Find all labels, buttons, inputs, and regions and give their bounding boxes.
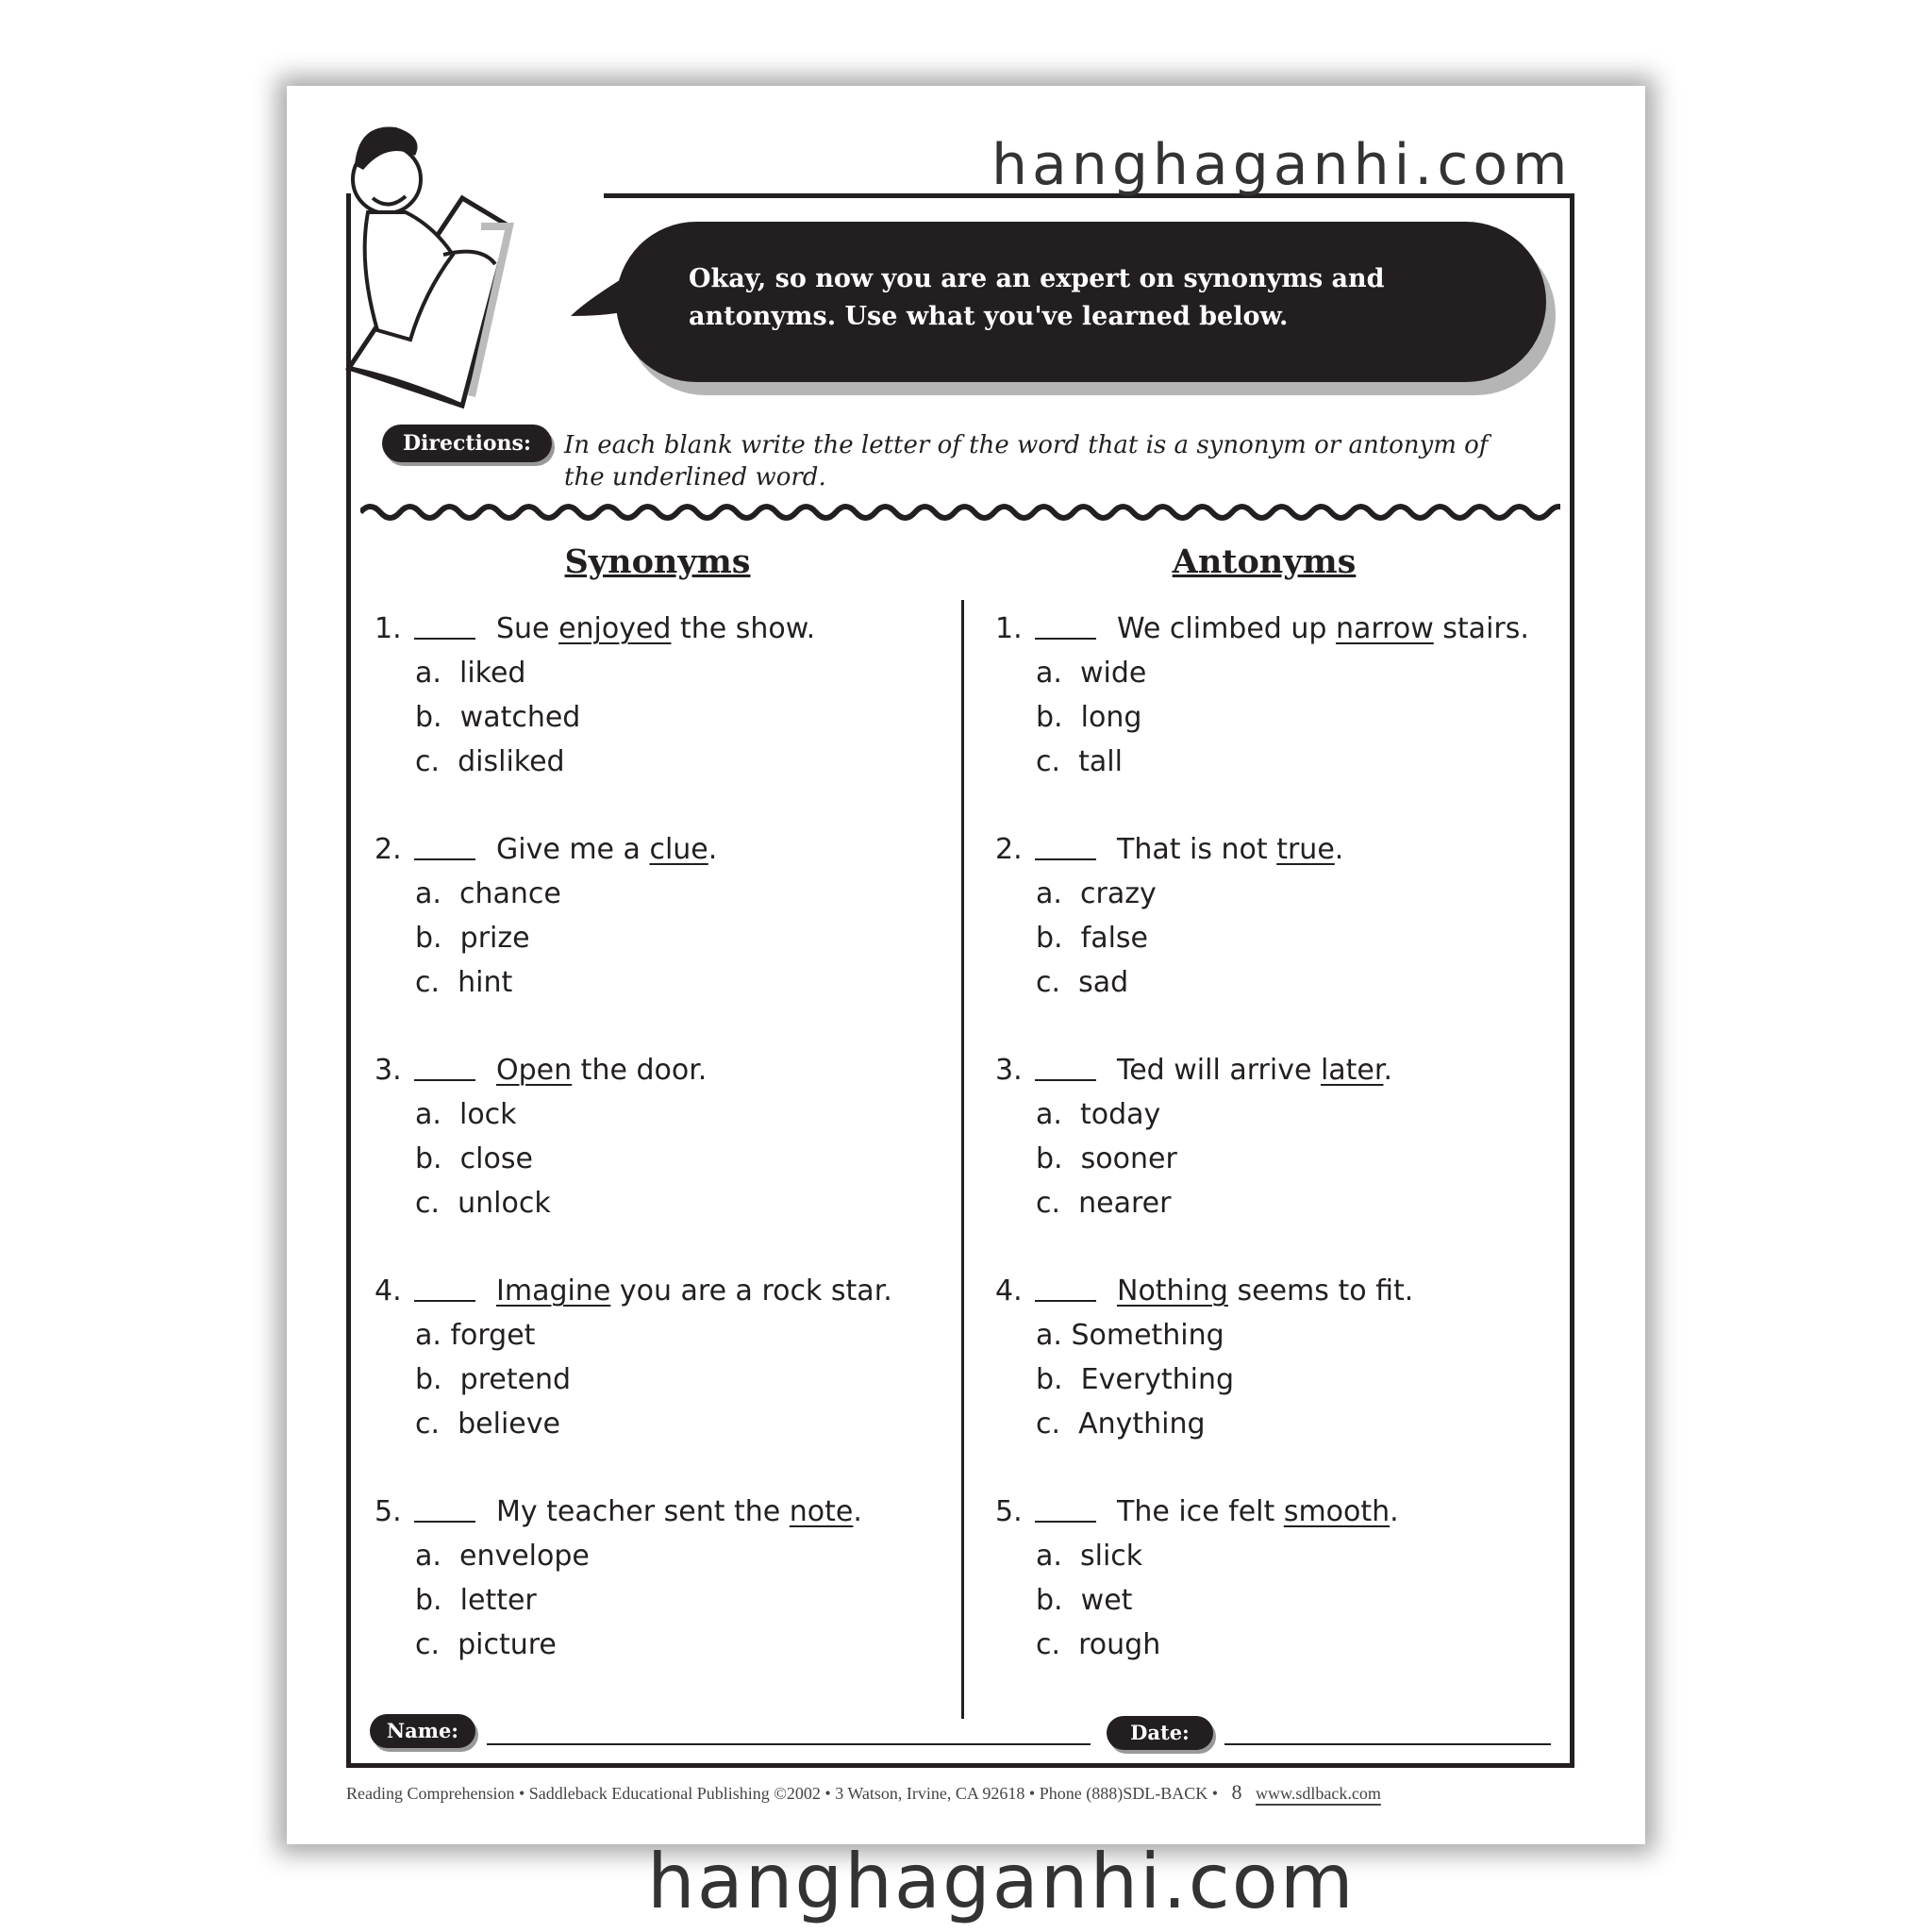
question-sentence [496, 1048, 707, 1092]
footer-text: Reading Comprehension • Saddleback Educational Publishing ©2002 • 3 Watson, Irvine, CA 92618 • Phone (888)SDL-BACK • [346, 1784, 1219, 1803]
answer-blank[interactable] [1035, 1521, 1096, 1523]
answer-blank[interactable] [1035, 1079, 1096, 1081]
date-label: Date: [1107, 1716, 1213, 1750]
underlined-word: Imagine [496, 1274, 611, 1307]
sentence-post: the door. [572, 1054, 708, 1087]
answer-option: b. sooner [1036, 1142, 1177, 1175]
underlined-word: true [1276, 833, 1335, 866]
answer-option: c. picture [415, 1628, 557, 1661]
answer-option: a. liked [415, 657, 526, 690]
answer-option: c. tall [1036, 745, 1123, 778]
underlined-word: Nothing [1117, 1274, 1228, 1307]
answer-blank[interactable] [1035, 638, 1096, 640]
underlined-word: narrow [1335, 612, 1434, 645]
question-number: 2. [995, 833, 1023, 866]
question-sentence [1117, 1490, 1399, 1534]
cartoon-boy-illustration [321, 113, 566, 415]
sentence-post: seems to fit. [1227, 1274, 1414, 1307]
question-number: 3. [995, 1054, 1023, 1087]
sentence-pre: Sue [496, 612, 559, 645]
question-item [375, 1269, 922, 1448]
speech-bubble-tail [566, 274, 632, 330]
answer-blank[interactable] [1035, 858, 1096, 860]
answer-option: c. believe [415, 1407, 560, 1441]
question-item [375, 1048, 922, 1227]
question-number: 3. [375, 1054, 402, 1087]
underlined-word: enjoyed [558, 612, 672, 645]
answer-option: c. hint [415, 966, 513, 999]
answer-option: a. envelope [415, 1540, 590, 1573]
footer [346, 1780, 1574, 1805]
answer-option: c. sad [1036, 966, 1129, 999]
answer-option: c. unlock [415, 1187, 551, 1220]
answer-option: b. close [415, 1142, 533, 1175]
underlined-word: note [789, 1495, 854, 1528]
sentence-pre: That is not [1117, 833, 1277, 866]
answer-option: a. forget [415, 1319, 536, 1352]
question-number: 4. [375, 1274, 402, 1307]
question-sentence [496, 827, 717, 872]
question-item [995, 1048, 1542, 1227]
answer-option: a. wide [1036, 657, 1147, 690]
question-item [375, 607, 922, 786]
answer-option: c. Anything [1036, 1407, 1206, 1441]
page-number: 8 [1231, 1780, 1242, 1804]
sentence-post: . [1334, 833, 1344, 866]
answer-option: a. chance [415, 877, 561, 910]
underlined-word: smooth [1283, 1495, 1391, 1528]
answer-option: b. letter [415, 1584, 537, 1617]
date-field[interactable] [1224, 1743, 1551, 1745]
answer-option: b. prize [415, 922, 530, 955]
sentence-post: stairs. [1433, 612, 1529, 645]
answer-blank[interactable] [414, 1079, 475, 1081]
directions-text: In each blank write the letter of the word that is a synonym or antonym of the underlined word. [564, 431, 1489, 491]
directions-label: Directions: [382, 425, 552, 462]
question-item [995, 827, 1542, 1007]
watermark-top: hanghaganhi.com [991, 132, 1573, 198]
answer-option: c. nearer [1036, 1187, 1172, 1220]
sentence-post: . [1390, 1495, 1399, 1528]
question-number: 1. [995, 612, 1023, 645]
name-label: Name: [370, 1714, 475, 1748]
question-item [995, 1490, 1542, 1669]
question-sentence [1117, 607, 1529, 651]
question-sentence [1117, 1048, 1392, 1092]
answer-option: b. pretend [415, 1363, 572, 1396]
question-sentence [496, 607, 815, 651]
question-sentence [1117, 827, 1343, 872]
sentence-post: . [853, 1495, 862, 1528]
sentence-pre: Ted will arrive [1117, 1054, 1321, 1087]
answer-blank[interactable] [414, 858, 475, 860]
answer-option: a. slick [1036, 1540, 1143, 1573]
name-field[interactable] [487, 1743, 1091, 1745]
underlined-word: Open [496, 1054, 573, 1087]
question-number: 5. [375, 1495, 402, 1528]
sentence-pre: We climbed up [1117, 612, 1336, 645]
question-sentence [496, 1269, 892, 1313]
sentence-pre: The ice felt [1117, 1495, 1284, 1528]
question-sentence [1117, 1269, 1413, 1313]
watermark-bottom: hanghaganhi.com [647, 1838, 1356, 1925]
sentence-pre: Give me a [496, 833, 650, 866]
antonyms-heading: Antonyms [1172, 542, 1357, 581]
answer-option: b. watched [415, 701, 581, 734]
sentence-post: the show. [671, 612, 816, 645]
question-item [995, 1269, 1542, 1448]
answer-option: c. disliked [415, 745, 565, 778]
answer-option: b. false [1036, 922, 1149, 955]
answer-option: a. lock [415, 1098, 517, 1131]
question-number: 4. [995, 1274, 1023, 1307]
question-number: 1. [375, 612, 402, 645]
speech-bubble-text: Okay, so now you are an expert on synonyms and antonyms. Use what you've learned below. [689, 264, 1385, 331]
underlined-word: later [1320, 1054, 1384, 1087]
answer-option: b. Everything [1036, 1363, 1235, 1396]
answer-blank[interactable] [414, 1300, 475, 1302]
answer-option: a. today [1036, 1098, 1161, 1131]
answer-option: c. rough [1036, 1628, 1161, 1661]
question-item [375, 1490, 922, 1669]
answer-blank[interactable] [1035, 1300, 1096, 1302]
underlined-word: clue [649, 833, 708, 866]
question-item [375, 827, 922, 1007]
answer-option: a. Something [1036, 1319, 1224, 1352]
answer-blank[interactable] [414, 638, 475, 640]
question-item [995, 607, 1542, 786]
wavy-divider [360, 498, 1560, 526]
answer-option: a. crazy [1036, 877, 1157, 910]
column-divider [961, 600, 964, 1719]
synonyms-heading: Synonyms [564, 542, 751, 581]
sentence-pre: My teacher sent the [496, 1495, 790, 1528]
answer-option: b. wet [1036, 1584, 1133, 1617]
question-sentence [496, 1490, 862, 1534]
sentence-post: . [1383, 1054, 1393, 1087]
sentence-post: . [708, 833, 718, 866]
question-number: 5. [995, 1495, 1023, 1528]
question-number: 2. [375, 833, 402, 866]
answer-option: b. long [1036, 701, 1142, 734]
sentence-post: you are a rock star. [610, 1274, 892, 1307]
footer-link[interactable]: www.sdlback.com [1256, 1784, 1381, 1803]
answer-blank[interactable] [414, 1521, 475, 1523]
